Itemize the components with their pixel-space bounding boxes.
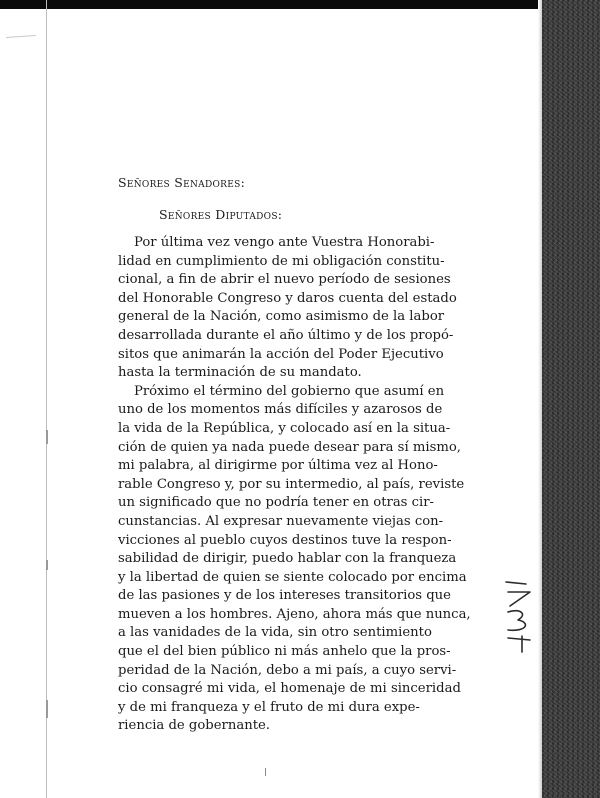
gutter-dot [46, 430, 48, 444]
paragraph-line: general de la Nación, como asimismo de la labor [118, 309, 445, 325]
page-gutter-line [46, 0, 47, 798]
paragraph-line: desarrollada durante el año último y de los propó- [118, 327, 454, 343]
paragraph-line: ción de quien ya nada puede desear para sí mismo, [118, 439, 461, 455]
paragraph-line: riencia de gobernante. [118, 718, 270, 734]
salutation-deputies: Señores Diputados: [159, 207, 283, 222]
paragraph-line: y la libertad de quien se siente colocado por encima [118, 569, 467, 585]
paragraph-line: lidad en cumplimiento de mi obligación constitu- [118, 253, 445, 269]
paragraph-line: de las pasiones y de los intereses transitorios que [118, 588, 451, 604]
paragraph-line: hasta la terminación de su mandato. [118, 365, 362, 381]
paragraph-line: peridad de la Nación, debo a mi país, a cuyo servi- [118, 662, 457, 678]
scan-right-edge [542, 0, 600, 798]
paragraph-line: mueven a los hombres. Ajeno, ahora más que nunca, [118, 606, 471, 622]
paragraph-line: sitos que animarán la acción del Poder Ejecutivo [118, 346, 444, 362]
paragraph-line: uno de los momentos más difíciles y azarosos de [118, 402, 443, 418]
salutation-senators: Señores Senadores: [118, 175, 246, 190]
gutter-dot [46, 700, 48, 718]
paragraph-line: y de mi franqueza y el fruto de mi dura expe- [118, 699, 420, 715]
paragraph-line: cio consagré mi vida, el homenaje de mi sinceridad [118, 681, 461, 697]
paragraph-line: sabilidad de dirigir, puedo hablar con la franqueza [118, 551, 457, 567]
paragraph-line: un significado que no podría tener en otras cir- [118, 495, 435, 511]
handwritten-note-text: 1731 [498, 578, 501, 579]
paragraph-line: cunstancias. Al expresar nuevamente viejas con- [118, 513, 444, 529]
paragraph-line: vicciones al pueblo cuyos destinos tuve la respon- [118, 532, 452, 548]
paragraph-line: del Honorable Congreso y daros cuenta del estado [118, 290, 457, 306]
gutter-dot [46, 560, 48, 570]
paragraph-line: Por última vez vengo ante Vuestra Honorabi- [134, 235, 435, 250]
paragraph-line: la vida de la República, y colocado así en la situa- [118, 420, 451, 436]
paragraph-line: a las vanidades de la vida, sin otro sentimiento [118, 625, 432, 641]
folio-mark [265, 768, 266, 776]
paragraph-line: mi palabra, al dirigirme por última vez al Hono- [118, 458, 438, 474]
paragraph-line: Próximo el término del gobierno que asumí en [134, 383, 445, 399]
handwritten-number-annotation [498, 578, 538, 658]
scan-top-border [0, 0, 600, 9]
paragraph-line: que el del bien público ni más anhelo que la pros- [118, 644, 451, 660]
paragraph-line: rable Congreso y, por su intermedio, al país, reviste [118, 476, 465, 492]
paragraph-line: cional, a fin de abrir el nuevo período de sesiones [118, 272, 451, 288]
message-body [118, 234, 471, 736]
gutter-pencil-mark [6, 35, 36, 38]
